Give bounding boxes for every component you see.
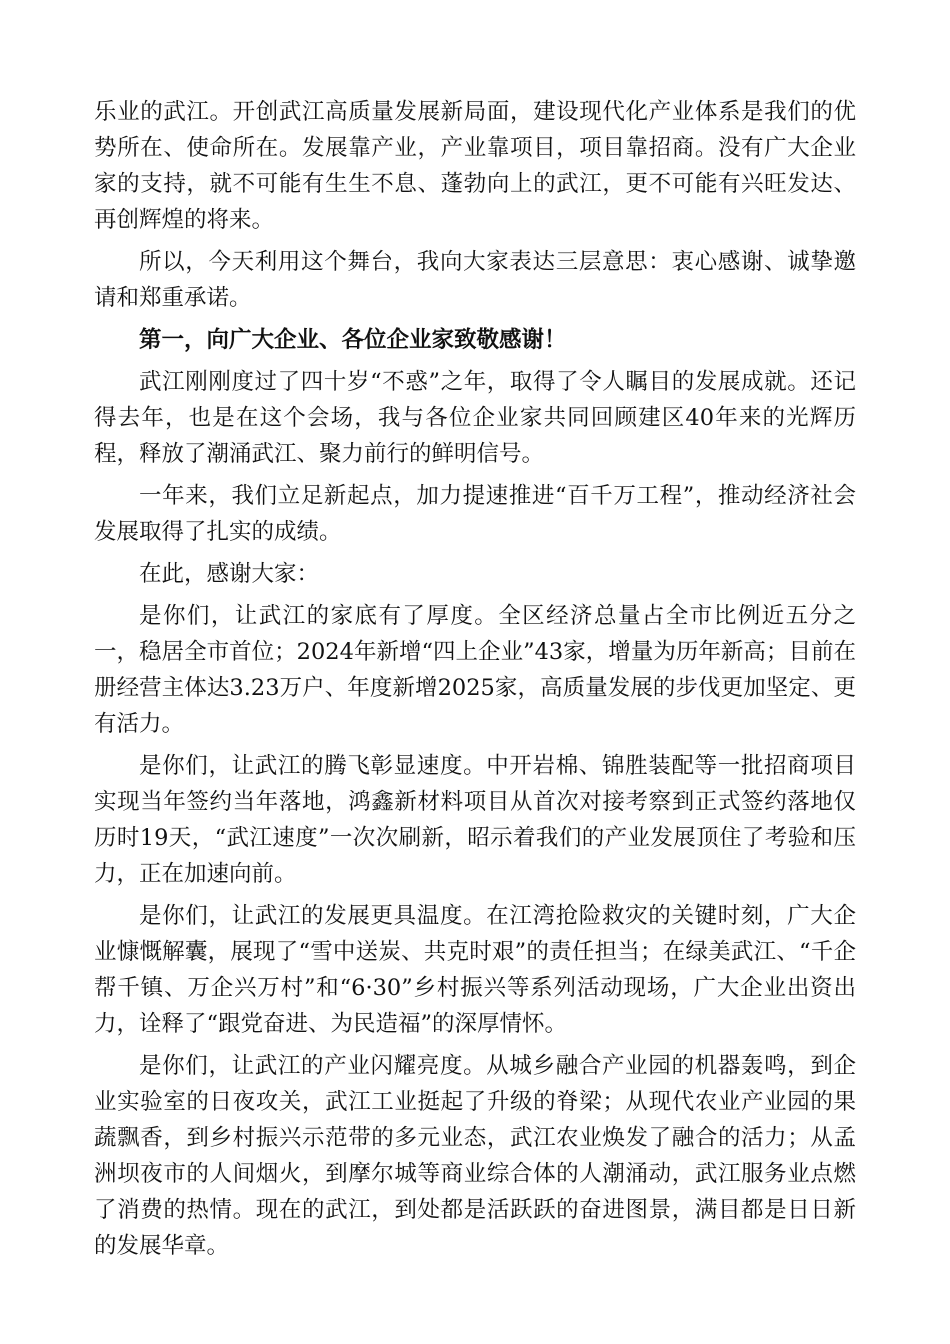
paragraph-continuation: 乐业的武江。开创武江高质量发展新局面，建设现代化产业体系是我们的优势所在、使命所在。发展靠产业，产业靠项目，项目靠招商。没有广大企业家的支持，就不可能有生生不息、蓬勃向上的武江，更不可能有兴旺发达、再创辉煌的将来。 [94, 99, 856, 233]
paragraph-past-year: 一年来，我们立足新起点，加力提速推进“百千万工程”，推动经济社会发展取得了扎实的成绩。 [94, 483, 856, 545]
paragraph-thickness: 是你们，让武江的家底有了厚度。全区经济总量占全市比例近五分之一，稳居全市首位；2024年新增“四上企业”43家，增量为历年新高；目前在册经营主体达3.23万户、年度新增2025家，高质量发展的步伐更加坚定、更有活力。 [94, 603, 856, 737]
paragraph-warmth: 是你们，让武江的发展更具温度。在江湾抢险救灾的关键时刻，广大企业慷慨解囊，展现了“雪中送炭、共克时艰”的责任担当；在绿美武江、“千企帮千镇、万企兴万村”和“6·30”乡村振兴等系列活动现场，广大企业出资出力，诠释了“跟党奋进、为民造福”的深厚情怀。 [94, 903, 856, 1037]
paragraph-speed: 是你们，让武江的腾飞彰显速度。中开岩棉、锦胜装配等一批招商项目实现当年签约当年落地，鸿鑫新材料项目从首次对接考察到正式签约落地仅历时19天，“武江速度”一次次刷新，昭示着我们的产业发展顶住了考验和压力，正在加速向前。 [94, 753, 856, 887]
paragraph-intentions: 所以，今天利用这个舞台，我向大家表达三层意思：衷心感谢、诚挚邀请和郑重承诺。 [94, 249, 856, 311]
document-page [94, 94, 856, 1270]
paragraph-thanks: 在此，感谢大家： [139, 561, 320, 587]
paragraph-brightness: 是你们，让武江的产业闪耀亮度。从城乡融合产业园的机器轰鸣，到企业实验室的日夜攻关，武江工业挺起了升级的脊梁；从现代农业产业园的果蔬飘香，到乡村振兴示范带的多元业态，武江农业焕发了融合的活力；从孟洲坝夜市的人间烟火，到摩尔城等商业综合体的人潮涌动，武江服务业点燃了消费的热情。现在的武江，到处都是活跃跃的奋进图景，满目都是日日新的发展华章。 [94, 1053, 856, 1259]
paragraph-fortieth-anniversary: 武江刚刚度过了四十岁“不惑”之年，取得了令人瞩目的发展成就。还记得去年，也是在这个会场，我与各位企业家共同回顾建区40年来的光辉历程，释放了潮涌武江、聚力前行的鲜明信号。 [94, 369, 856, 467]
section-heading-first: 第一，向广大企业、各位企业家致敬感谢！ [139, 327, 567, 353]
